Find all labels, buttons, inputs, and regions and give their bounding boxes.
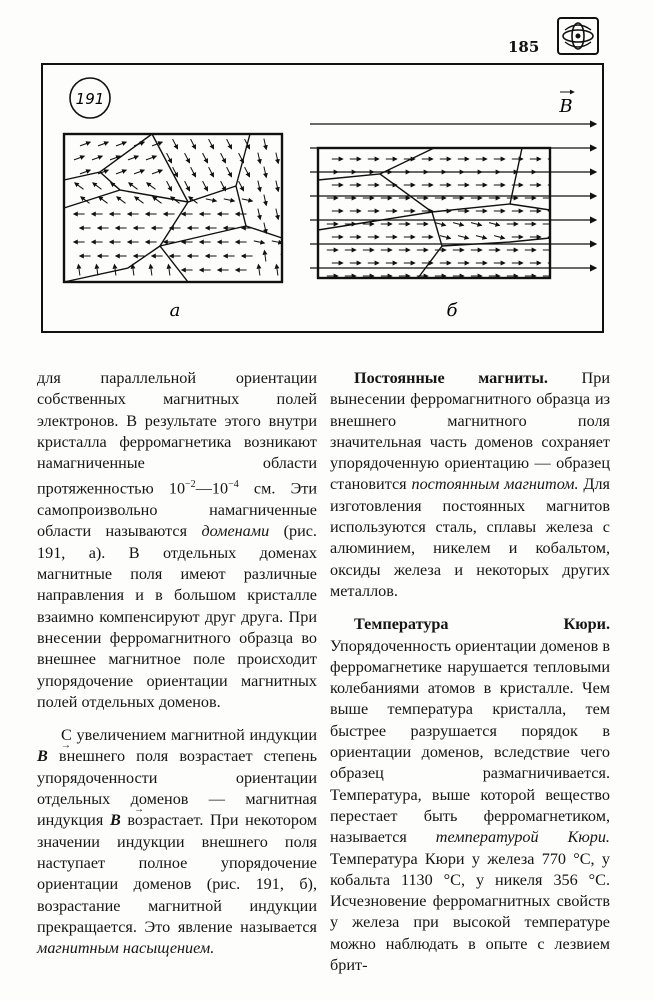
domain-arrow [98, 142, 108, 146]
domain-arrow [489, 223, 500, 226]
panel-a [64, 134, 284, 321]
domain-arrow [135, 197, 144, 204]
domain-arrow [185, 181, 190, 191]
term-curie: температурой Кюри. [435, 828, 610, 847]
domain-arrow [276, 181, 278, 192]
domain-arrow [206, 199, 217, 201]
domain-arrow [203, 153, 208, 163]
domain-arrow [146, 156, 156, 160]
domain-arrow [134, 170, 144, 174]
vector-b-2: → B [110, 811, 121, 829]
domain-arrow [258, 265, 260, 276]
figure-frame [42, 64, 603, 332]
panel-b [310, 92, 596, 321]
domain-arrows-b [327, 159, 559, 276]
panel-b-label: б [446, 300, 458, 321]
domain-arrow [191, 167, 196, 177]
domain-arrow [96, 265, 98, 276]
domain-arrow [264, 251, 266, 262]
domain-arrow [221, 181, 226, 191]
paragraph-curie: Температура Кюри. Упорядоченность ориентации доменов в ферромагнетике нарушается тепловыми колебаниями атомов в кристалле. Чем выше температура кристалла, тем быстрее разрушается порядок в ориентации доменов, вследствие чего образец размагничивается. Температура, выше которой вещество перестает быть ферромагнетиком, называется температурой Кюри. Температура Кюри у железа 770 °С, у кобальта 1130 °С, у никеля 356 °С. Исчезновение ферромагнитных свойств у железа при высокой температуре можно наблюдать в опыте с лезвием брит- [330, 615, 610, 975]
domain-arrow [116, 170, 126, 174]
domain-arrow [276, 153, 278, 164]
domain-arrow [132, 265, 134, 276]
domain-arrow [494, 236, 505, 239]
domain-arrow [258, 209, 260, 220]
right-column [330, 368, 610, 976]
vector-b-1: → B [37, 747, 48, 765]
atom-orbit-icon [556, 16, 600, 56]
domain-arrow [276, 209, 278, 220]
domain-arrow [80, 170, 90, 174]
domain-arrow [458, 236, 469, 239]
domain-arrow [191, 139, 196, 149]
paragraph-saturation: С увеличением магнитной индукции → B внешнего поля возрастает степень упорядоченности ориентации отдельных доменов — магнитная индукция → B возрастает. При некотором значении индукции внешнего поля наступает полное упорядочение ориентации доменов (рис. 191, б), возрастание магнитной индукции прекращается. Это явление называется магнитным насыщением. [37, 725, 317, 959]
domain-arrow [152, 170, 162, 174]
domain-arrow [78, 265, 80, 276]
domain-arrow [264, 167, 266, 178]
field-lines [310, 124, 596, 268]
heading-permanent-magnets: Постоянные магниты. [354, 369, 548, 387]
domain-arrow [227, 167, 232, 177]
domain-arrow [242, 199, 253, 201]
domain-arrows-a [74, 139, 285, 276]
svg-text:191: 191 [75, 90, 105, 108]
panel-a-label: а [169, 300, 181, 321]
domain-arrow [147, 183, 156, 190]
domain-arrow [476, 236, 487, 239]
domain-arrow [209, 139, 214, 149]
domain-arrow [74, 156, 84, 160]
domain-arrow [116, 142, 126, 146]
page-number: 185 [508, 38, 540, 56]
domain-arrow [92, 156, 102, 160]
domain-arrow [471, 223, 482, 226]
domain-arrow [167, 181, 172, 191]
domain-arrow [239, 181, 244, 191]
domain-arrow [75, 183, 84, 190]
domain-arrow [185, 153, 190, 163]
domain-arrow [435, 223, 446, 226]
domain-arrow [245, 167, 250, 177]
svg-text:B: B [559, 96, 573, 117]
domain-arrow [264, 139, 266, 150]
term-saturation: магнитным насыщением. [37, 939, 215, 958]
domain-arrow [453, 223, 464, 226]
domain-arrow [111, 183, 120, 190]
domain-arrow [221, 153, 226, 163]
domain-arrow [440, 236, 451, 239]
heading-curie: Температура Кюри. [354, 615, 610, 634]
domain-arrow [99, 197, 108, 204]
domain-arrow [117, 197, 126, 204]
domain-arrow [224, 199, 235, 201]
domain-arrow [93, 183, 102, 190]
domain-diagram [40, 62, 605, 334]
domain-arrow [276, 265, 278, 276]
domain-arrow [129, 183, 138, 190]
paragraph-domains: для параллельной ориентации собственных магнитных полей электронов. В результате этого внутри кристалла ферромагнетика возникают намагниченные области протяженностью $10^{-2}—10^{-4}$ см. Эти самопроизвольно намагниченные области называются доменами (рис. 191, а). В отдельных доменах магнитные поля имеют различные направления и в большом кристалле взаимно компенсируют друг друга. При внесении ферромагнитного образца во внешнее магнитное поле происходит упорядочение ориентации магнитных полей отдельных доменов. [37, 369, 317, 711]
domain-arrow [168, 265, 170, 276]
domain-arrow [227, 139, 232, 149]
term-domains: доменами [201, 522, 270, 541]
figure-number [70, 78, 110, 118]
domain-arrow [80, 142, 90, 146]
domain-arrow [258, 153, 260, 164]
figure-191 [40, 62, 605, 334]
left-column [37, 368, 317, 959]
domain-arrow [150, 265, 152, 276]
domain-arrow [203, 181, 208, 191]
domain-arrow [254, 241, 265, 243]
domain-arrow [264, 195, 266, 206]
field-vector-label [558, 92, 574, 117]
paragraph-permanent-magnets: Постоянные магниты. При вынесении ферромагнитного образца из внешнего магнитного поля значительная часть доменов сохраняет упорядоченную ориентацию — образец становится постоянным магнитом. Для изготовления постоянных магнитов используются сталь, сплавы железа с алюминием, никелем и кобальтом, оксиды железа и некоторых других металлов. [330, 369, 611, 600]
term-permanent-magnet: постоянным магнитом. [411, 475, 579, 494]
domain-arrow [167, 153, 172, 163]
domain-arrow [173, 139, 178, 149]
domain-arrow [258, 181, 260, 192]
domain-arrow [128, 156, 138, 160]
domain-arrow [209, 167, 214, 177]
